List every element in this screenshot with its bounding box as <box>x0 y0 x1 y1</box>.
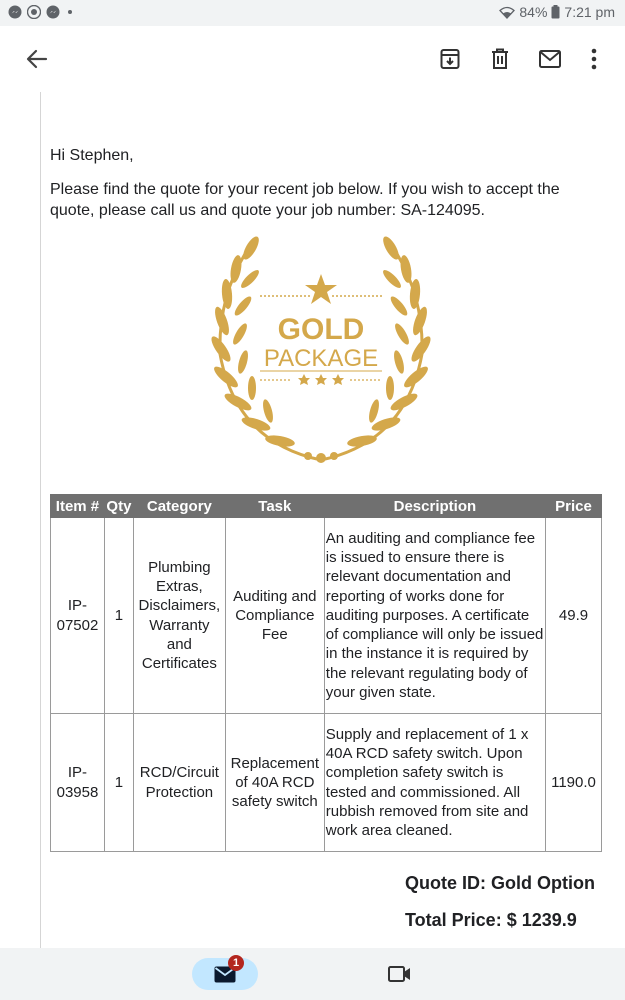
messenger-icon <box>8 5 22 19</box>
greeting: Hi Stephen, <box>50 147 134 164</box>
status-bar <box>0 0 625 26</box>
cell-category: Plumbing Extras, Disclaimers, Warranty and Certificates <box>133 518 225 714</box>
unread-count-badge: 1 <box>228 955 244 971</box>
mark-unread-button[interactable] <box>533 42 567 76</box>
mail-tab[interactable] <box>192 958 258 990</box>
intro-text: Please find the quote for your recent job below. If you wish to accept the quote, please call us and quote your job number: SA-124095. <box>50 181 560 219</box>
mail-icon <box>539 50 561 68</box>
delete-button[interactable] <box>483 42 517 76</box>
messenger-icon <box>46 5 60 19</box>
more-vert-icon <box>591 48 597 70</box>
bottom-navigation <box>0 948 625 1000</box>
notification-icons <box>8 5 72 19</box>
sync-icon <box>27 5 41 19</box>
star-icon <box>332 374 344 385</box>
cell-description: Supply and replacement of 1 x 40A RCD safety switch. Upon completion safety switch is tested and commissioned. All rubbish removed from site and work area cleaned. <box>324 714 545 852</box>
cell-item: IP-03958 <box>51 714 105 852</box>
quote-table <box>50 494 602 852</box>
more-options-button[interactable] <box>577 42 611 76</box>
delete-icon <box>491 48 509 70</box>
cell-price: 49.9 <box>546 518 602 714</box>
back-arrow-icon <box>26 48 48 70</box>
table-row <box>51 714 602 852</box>
header-description: Description <box>324 495 545 518</box>
star-icon <box>305 274 337 304</box>
gold-package-badge <box>188 234 454 466</box>
header-category: Category <box>133 495 225 518</box>
header-task: Task <box>225 495 324 518</box>
cell-description: An auditing and compliance fee is issued to ensure there is relevant documentation and reporting of works done for auditing purposes. A certificate of compliance will only be issued in the instance it is required by the relevant regulating body of your given state. <box>324 518 545 714</box>
header-item: Item # <box>51 495 105 518</box>
cell-category: RCD/Circuit Protection <box>133 714 225 852</box>
video-icon <box>388 965 412 983</box>
cell-item: IP-07502 <box>51 518 105 714</box>
back-button[interactable] <box>20 42 54 76</box>
meet-tab[interactable] <box>386 962 414 986</box>
cell-task: Replacement of 40A RCD safety switch <box>225 714 324 852</box>
wifi-icon <box>499 6 515 19</box>
total-price: Total Price: $ 1239.9 <box>405 910 577 930</box>
cell-task: Auditing and Compliance Fee <box>225 518 324 714</box>
badge-subtitle: PACKAGE <box>263 345 379 372</box>
content-divider <box>40 92 41 948</box>
battery-percent: 84% <box>519 4 548 20</box>
battery-icon <box>551 5 560 19</box>
archive-button[interactable] <box>433 42 467 76</box>
clock: 7:21 pm <box>564 4 615 20</box>
quote-id: Quote ID: Gold Option <box>405 873 595 893</box>
email-toolbar <box>0 26 625 92</box>
star-icon <box>298 374 310 385</box>
cell-price: 1190.0 <box>546 714 602 852</box>
header-price: Price <box>546 495 602 518</box>
table-header-row <box>51 495 602 518</box>
header-qty: Qty <box>104 495 133 518</box>
cell-qty: 1 <box>104 518 133 714</box>
system-status <box>499 4 615 20</box>
archive-icon <box>440 48 460 70</box>
cell-qty: 1 <box>104 714 133 852</box>
dot-icon <box>68 10 72 14</box>
star-icon <box>315 374 327 385</box>
badge-title: GOLD <box>277 313 365 346</box>
table-row <box>51 518 602 714</box>
